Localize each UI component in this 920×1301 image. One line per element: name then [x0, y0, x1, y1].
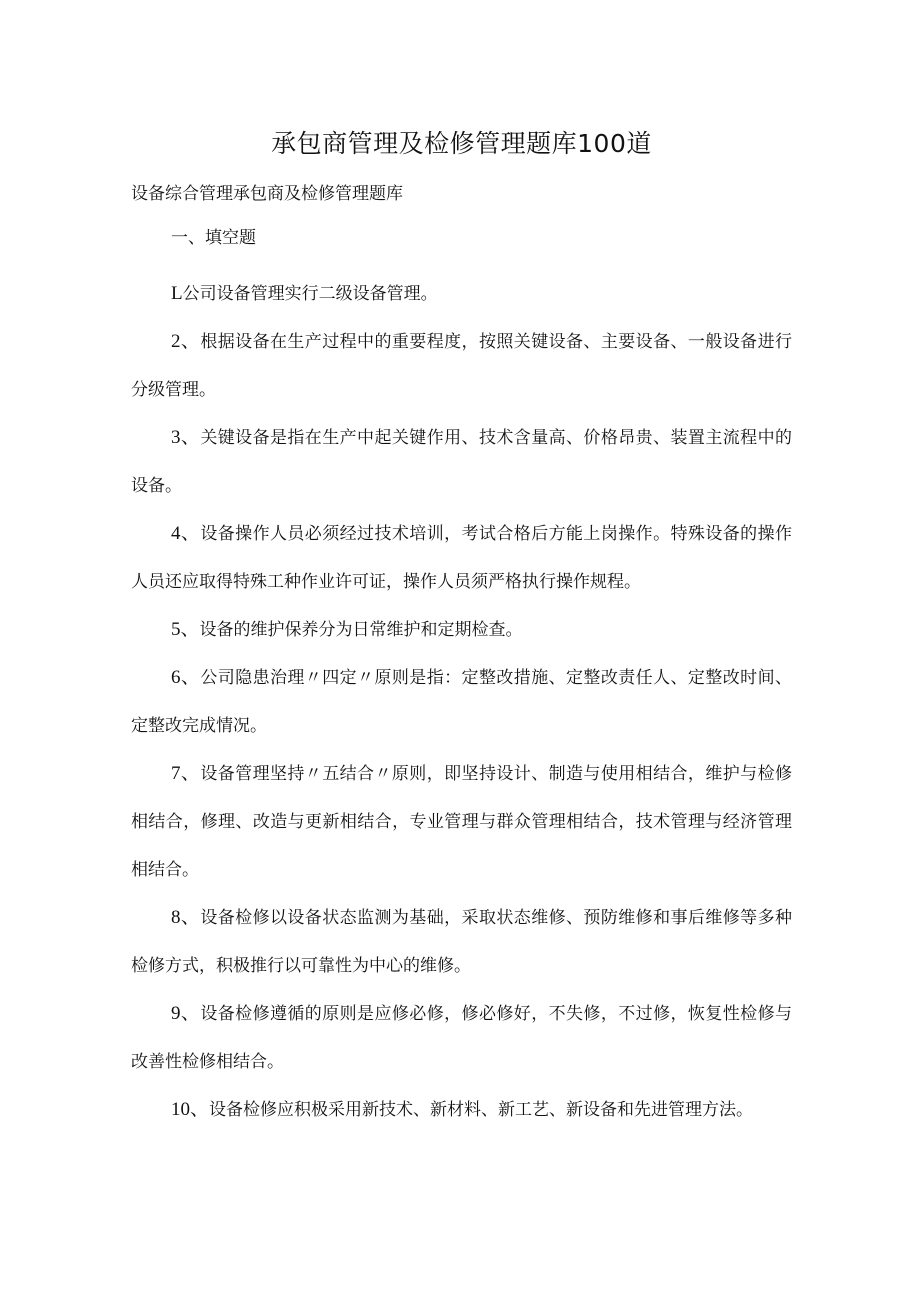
question-text: 设备检修遵循的原则是应修必修，修必修好，不失修，不过修，恢复性检修与改善性检修相结合。: [131, 1004, 792, 1072]
section-heading: 一、填空题: [171, 228, 256, 248]
question-number: 3、: [171, 427, 201, 448]
question-number: 2、: [171, 331, 201, 352]
question-text: 设备操作人员必须经过技术培训，考试合格后方能上岗操作。特殊设备的操作人员还应取得特殊工种作业许可证，操作人员须严格执行操作规程。: [131, 524, 792, 592]
question-item: [131, 750, 792, 894]
question-text: 设备检修应积极采用新技术、新材料、新工艺、新设备和先进管理方法。: [209, 1100, 754, 1120]
question-item: [131, 414, 792, 510]
document-title: 承包商管理及检修管理题库100道: [271, 129, 652, 158]
question-number: 8、: [171, 907, 201, 928]
question-number: 5、: [171, 619, 200, 640]
question-item: [131, 270, 792, 318]
question-number: 9、: [171, 1003, 201, 1024]
question-number: L: [171, 283, 183, 304]
question-text: 设备检修以设备状态监测为基础，采取状态维修、预防维修和事后维修等多种检修方式，积极推行以可靠性为中心的维修。: [131, 908, 792, 976]
question-item: [131, 654, 792, 750]
question-item: [131, 1086, 792, 1134]
question-number: 6、: [171, 667, 201, 688]
question-number: 4、: [171, 523, 201, 544]
question-item: [131, 990, 792, 1086]
question-text: 根据设备在生产过程中的重要程度，按照关键设备、主要设备、一般设备进行分级管理。: [131, 332, 792, 400]
question-text: 公司隐患治理〃四定〃原则是指：定整改措施、定整改责任人、定整改时间、定整改完成情况。: [131, 668, 792, 736]
question-item: [131, 894, 792, 990]
question-text: 关键设备是指在生产中起关键作用、技术含量高、价格昂贵、装置主流程中的设备。: [131, 428, 792, 496]
question-item: [131, 606, 792, 654]
question-number: 10、: [171, 1099, 210, 1120]
question-number: 7、: [171, 763, 201, 784]
question-text: 设备管理坚持〃五结合〃原则，即坚持设计、制造与使用相结合，维护与检修相结合，修理、改造与更新相结合，专业管理与群众管理相结合，技术管理与经济管理相结合。: [131, 764, 792, 880]
document-subtitle: 设备综合管理承包商及检修管理题库: [131, 184, 403, 204]
question-text: 公司设备管理实行二级设备管理。: [182, 284, 438, 304]
question-item: [131, 318, 792, 414]
question-text: 设备的维护保养分为日常维护和定期检查。: [199, 620, 523, 640]
question-item: [131, 510, 792, 606]
